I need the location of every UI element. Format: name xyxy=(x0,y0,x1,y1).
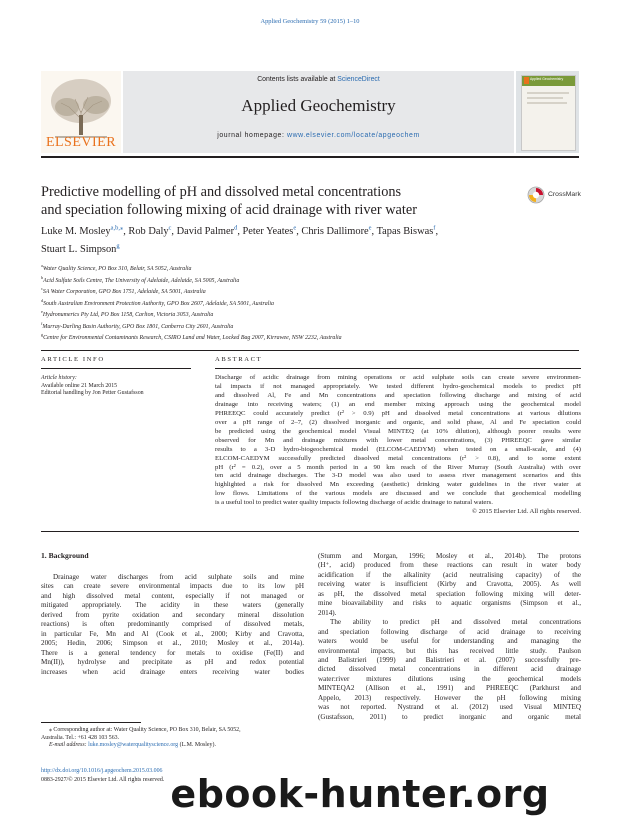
abstract-body xyxy=(215,374,581,508)
crossmark-badge[interactable]: CrossMark xyxy=(527,186,587,208)
body-line: environmental impacts, but this has received little study. Paulson xyxy=(318,646,581,655)
abstract-heading: ABSTRACT xyxy=(215,356,263,363)
article-info-rule xyxy=(41,368,191,369)
body-line: There is a general tendency for metals to oxidise (Fe(II) and xyxy=(41,648,304,657)
affiliation: $^g$Centre for Environmental Contaminants Research, CSIRO Land and Water, Locked Bag 2007, Kirrawee, NSW 2232, Australia xyxy=(41,332,342,342)
affiliations xyxy=(41,262,581,343)
publisher-name: ELSEVIER xyxy=(45,135,117,150)
body-line: and high dissolved metal content, especially if not managed or xyxy=(41,591,304,600)
author: Peter Yeates$^e$, xyxy=(242,225,302,238)
homepage-line: journal homepage: www.elsevier.com/locate/apgeochem xyxy=(217,132,420,139)
abstract-line: over a pH range of 2–7, (2) dissolved inorganic and organic, and solid phase, Al and Fe speciation could xyxy=(215,418,581,426)
body-line: waters would be useful for understanding and managing the xyxy=(318,637,581,646)
abstract-line: pH (r² = 0.2), over a 5 month period in a 90 km reach of the River Murray (South Australia) with over xyxy=(215,463,581,471)
abstract-line: results to a 3-D hydro-biogeochemical model (ELCOM-CAEDYM) when tested on a small-scale, and (4) xyxy=(215,445,581,453)
copyright-line: © 2015 Elsevier Ltd. All rights reserved. xyxy=(471,508,581,516)
body-line: and speciation following discharge of acid drainage to receiving xyxy=(318,627,581,636)
email-link[interactable]: luke.mosley@waterqualityscience.org xyxy=(88,742,179,749)
body-line: water:river mixtures dilutions using the geochemical models xyxy=(318,674,581,683)
available-online: Available online 21 March 2015 xyxy=(41,382,118,389)
abstract-line: low flows. Limitations of the various models are discussed and we conclude that geochemical modelling xyxy=(215,490,581,498)
footnote: ⁎ Corresponding author at: Water Quality Science, PO Box 310, Belair, SA 5052, Australia. Tel.: +61 428 103 563. E-mail address: luke.mosley@waterqualityscience.org (L.M. Mosley). xyxy=(41,727,241,749)
author: Chris Dallimore$^e$, xyxy=(301,225,377,238)
abstract xyxy=(215,356,581,517)
header-rule xyxy=(41,156,579,158)
author: Luke M. Mosley$^{a,b,⁎}$, xyxy=(41,225,129,238)
journal-cover-thumbnail xyxy=(516,71,579,153)
body-line: 2014). xyxy=(318,608,337,617)
body-line: was not reported. Nystrand et al. (2012) used Visual MINTEQ xyxy=(318,703,581,712)
abstract-line: drainage into receiving waters; (1) an end member mixing approach using the geochemical model xyxy=(215,400,581,408)
abstract-line: highlighted a risk for dissolved Mn exceeding (aesthetic) drinking water guidelines in the river water at xyxy=(215,481,581,489)
section-rule xyxy=(41,350,579,351)
journal-reference[interactable]: Applied Geochemistry 59 (2015) 1–10 xyxy=(260,18,360,25)
article-info-heading: ARTICLE INFO xyxy=(41,356,105,363)
article-title: Predictive modelling of pH and dissolved metal concentrations and speciation following mixing of acid drainage with river water xyxy=(41,184,417,218)
cover-page xyxy=(521,75,576,151)
affiliation: $^b$Acid Sulfate Soils Centre, The University of Adelaide, Adelaide, SA 5005, Australia xyxy=(41,274,240,284)
body-line: The ability to predict pH and dissolved metal concentrations xyxy=(330,618,581,627)
abstract-line: Discharge of acidic drainage from mining operations or acid sulphate soils can create severe environmen- xyxy=(215,374,581,381)
abstract-end-rule xyxy=(41,531,579,532)
author: David Palmer$^d$, xyxy=(176,225,243,238)
abstract-line: ten acid drainage discharges. The 3-D model was also used to assess river management scenarios and this xyxy=(215,472,581,480)
body-line: dicted dissolved metal concentrations in different acid drainage xyxy=(318,665,581,674)
author: Rob Daly$^c$, xyxy=(128,225,177,238)
author: Stuart L. Simpson$^g$ xyxy=(41,242,120,256)
author: Tapas Biswas$^f$, xyxy=(376,225,439,238)
journal-title: Applied Geochemistry xyxy=(241,96,396,115)
journal-homepage-link[interactable]: www.elsevier.com/locate/apgeochem xyxy=(287,132,420,139)
affiliation: $^c$SA Water Corporation, GPO Box 1751, Adelaide, SA 5001, Australia xyxy=(41,286,206,296)
sciencedirect-link[interactable]: ScienceDirect xyxy=(337,76,380,83)
crossmark-icon xyxy=(527,186,545,204)
cover-title: Applied Geochemistry xyxy=(530,77,564,81)
cover-logo xyxy=(524,77,529,84)
article-history-label: Article history: xyxy=(41,375,77,381)
body-left-column xyxy=(41,573,304,677)
body-line: (Gustafsson, 2011) to predict inorganic and organic metal xyxy=(318,712,581,721)
body-line: acidification if the alkalinity (acid neutralising capacity) of the xyxy=(318,570,581,579)
abstract-line: ELCOM-CAEDYM successfully predicted dissolved metal concentrations (r² > 0.8), and to some extent xyxy=(215,454,581,462)
elsevier-logo xyxy=(41,71,121,153)
contents-line: Contents lists available at ScienceDirect xyxy=(257,76,380,83)
body-line: MINTEQA2 (Allison et al., 1991) and PHREEQC (Parkhurst and xyxy=(318,684,581,693)
issn-line: 0883-2927/© 2015 Elsevier Ltd. All rights reserved. xyxy=(41,777,165,783)
affiliation: $^d$South Australian Environment Protection Authority, GPO Box 2607, Adelaide, SA 5001, Australia xyxy=(41,297,274,307)
abstract-line: tal impacts if not managed appropriately. We tested different hydro-geochemical models to predict pH xyxy=(215,382,581,390)
body-line: (Stumm and Morgan, 1996; Mosley et al., 2014b). The protons xyxy=(318,552,581,560)
abstract-line: be predicted using the geochemical model Visual MINTEQ (at 10% dilution), although poorer results were xyxy=(215,427,581,435)
body-line: mine bioavailability and risks to aquatic organisms (Simpson et al., xyxy=(318,599,581,608)
footnote-rule xyxy=(41,722,141,723)
body-line: in particular Fe, Mn and Al (Cook et al., 2000; Kirby and Cravotta, xyxy=(41,629,304,638)
body-line: derived from pyrite oxidation and secondary mineral dissolution xyxy=(41,610,304,619)
abstract-line: observed for Mn and drainage mixtures with lower metal concentrations, (3) PHREEQC gave similar xyxy=(215,436,581,444)
author-list xyxy=(41,222,556,257)
body-line: increases when acid drainage enters receiving water bodies xyxy=(41,667,304,676)
body-line: 2005; Hedin, 2006; Simpson et al., 2010; Mosley et al., 2014a). xyxy=(41,639,304,648)
abstract-line: is a useful tool to predict water quality impacts following discharge of acidic drainage to natural waters. xyxy=(215,499,493,507)
body-line: Appelo, 2013) respectively. However the pH following mixing xyxy=(318,693,581,702)
body-line: reactions) is often predominantly comprised of dissolved metals, xyxy=(41,620,304,629)
body-right-column xyxy=(318,552,581,722)
editorial-handling: Editorial handling by Jon Petter Gustafsson xyxy=(41,390,144,397)
body-line: (H⁺, acid) produced from these reactions can result in water body xyxy=(318,561,581,570)
doi-link[interactable]: http://dx.doi.org/10.1016/j.apgeochem.2015.03.006 xyxy=(41,768,163,774)
body-line: sites can create severe environmental impacts due to its low pH xyxy=(41,582,304,591)
section-heading: 1. Background xyxy=(41,551,89,560)
abstract-line: and dissolved Al, Fe and Mn concentrations and speciation following discharge and mixing of acid xyxy=(215,391,581,399)
article-info xyxy=(41,356,191,398)
body-line: Mn(II)), hydrolyse and precipitate as pH and redox potential xyxy=(41,658,304,667)
body-line: Drainage water discharges from acid sulphate soils and mine xyxy=(53,573,304,581)
affiliation: $^f$Murray-Darling Basin Authority, GPO Box 1801, Canberra City 2601, Australia xyxy=(41,320,234,330)
body-line: as pH, the dissolved metal speciation following mixing will deter- xyxy=(318,589,581,598)
abstract-rule xyxy=(215,368,581,369)
affiliation: $^e$Hydronumerics Pty Ltd, PO Box 1158, Carlton, Victoria 3053, Australia xyxy=(41,309,214,319)
journal-banner xyxy=(123,71,514,153)
body-line: receiving water is insufficient (Kirby and Cravotta, 2005). As well xyxy=(318,580,581,589)
abstract-line: PHREEQC could accurately predict (r² > 0.9) pH and dissolved metal concentrations at various dilutions xyxy=(215,409,581,417)
affiliation: $^a$Water Quality Science, PO Box 310, Belair, SA 5052, Australia xyxy=(41,263,192,272)
watermark: ebook-hunter.org xyxy=(170,772,550,816)
body-line: mitigated appropriately. The acidity in these waters (generally xyxy=(41,601,304,610)
body-line: and Balistrieri (1999) and Balistrieri et al. (2007) successfully pre- xyxy=(318,655,581,664)
